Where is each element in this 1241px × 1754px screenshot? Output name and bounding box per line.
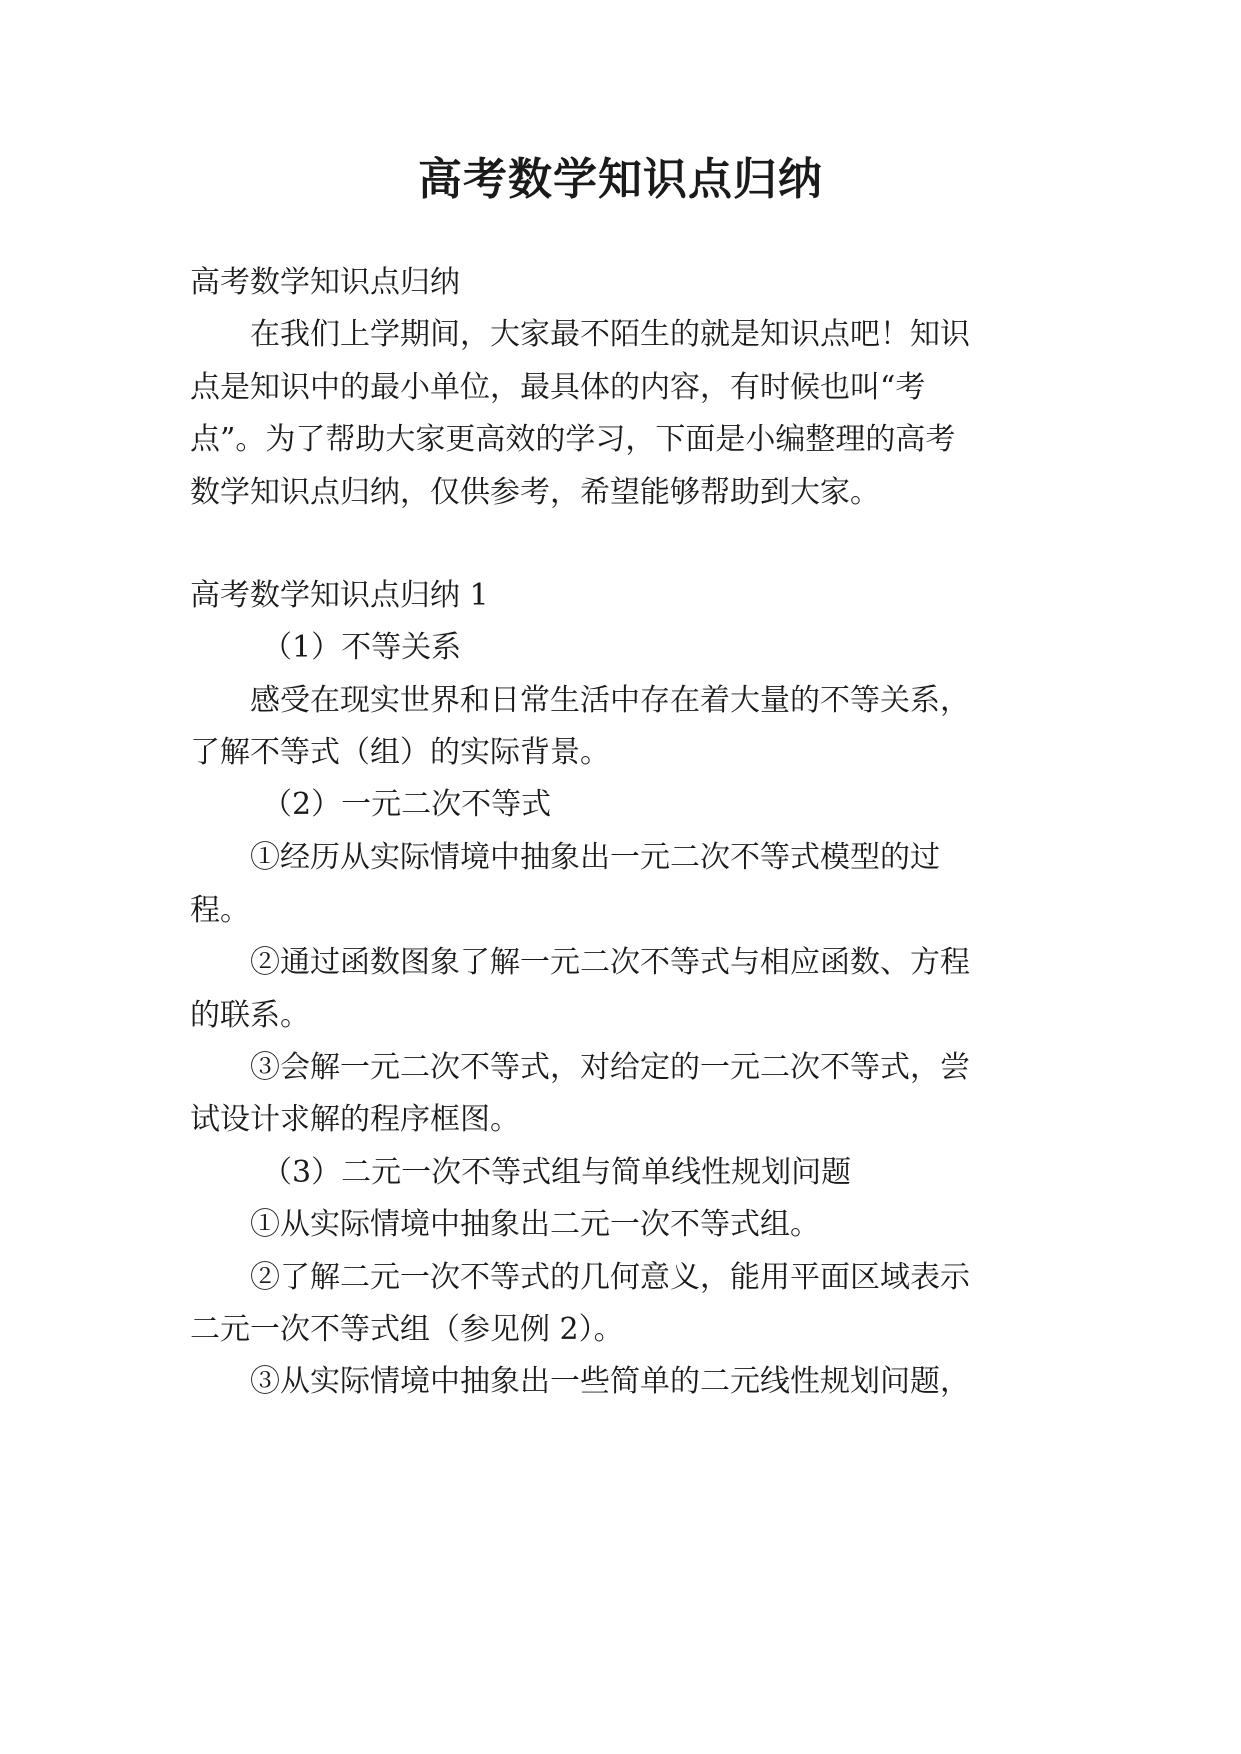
subtitle: 高考数学知识点归纳 (190, 265, 460, 300)
s2-item-line-1: ①经历从实际情境中抽象出一元二次不等式模型的过 (250, 840, 940, 875)
s2-item-line-3: ②通过函数图象了解一元二次不等式与相应函数、方程 (250, 945, 970, 980)
s2-item-line-4: 的联系。 (190, 998, 310, 1033)
s1-title: （1）不等关系 (262, 630, 462, 665)
intro-line-2: 点是知识中的最小单位，最具体的内容，有时候也叫“考 (190, 370, 926, 405)
s3-title: （3）二元一次不等式组与简单线性规划问题 (262, 1155, 852, 1190)
intro-line-3: 点”。为了帮助大家更高效的学习，下面是小编整理的高考 (190, 422, 956, 457)
intro-line-1: 在我们上学期间，大家最不陌生的就是知识点吧！知识 (250, 317, 970, 352)
s2-item-line-6: 试设计求解的程序框图。 (190, 1102, 520, 1137)
s2-title: （2）一元二次不等式 (262, 787, 552, 822)
page-title: 高考数学知识点归纳 (418, 154, 823, 205)
s2-item-line-5: ③会解一元二次不等式，对给定的一元二次不等式，尝 (250, 1050, 970, 1085)
s3-item-line-4: ③从实际情境中抽象出一些简单的二元线性规划问题， (250, 1364, 970, 1399)
s1-body-line-1: 感受在现实世界和日常生活中存在着大量的不等关系， (250, 683, 970, 718)
s1-body-line-2: 了解不等式（组）的实际背景。 (190, 735, 610, 770)
s3-item-line-1: ①从实际情境中抽象出二元一次不等式组。 (250, 1207, 820, 1242)
section-heading: 高考数学知识点归纳 1 (190, 578, 489, 613)
s2-item-line-2: 程。 (190, 893, 250, 928)
s3-item-line-3: 二元一次不等式组（参见例 2）。 (190, 1312, 624, 1347)
intro-line-4: 数学知识点归纳，仅供参考，希望能够帮助到大家。 (190, 475, 880, 510)
s3-item-line-2: ②了解二元一次不等式的几何意义，能用平面区域表示 (250, 1260, 970, 1295)
